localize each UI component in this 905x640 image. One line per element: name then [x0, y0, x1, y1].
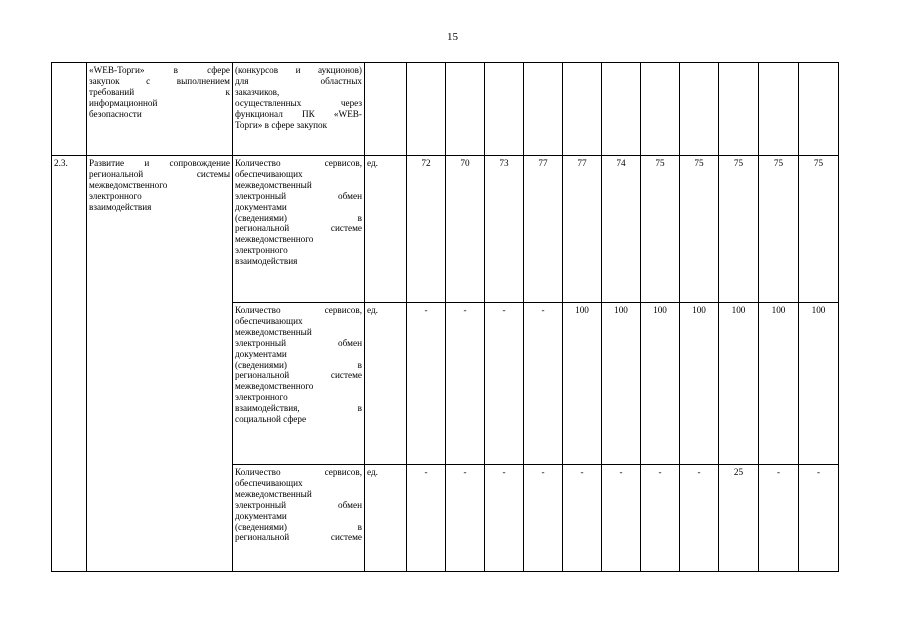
value-cell: 25 [719, 465, 759, 572]
table-row [52, 156, 839, 303]
value-cell: 100 [719, 303, 759, 465]
value-cell: 74 [602, 156, 641, 303]
indicator-line: межведомственного [235, 381, 314, 392]
indicator-line: обеспечивающих [235, 315, 303, 326]
event-name-cell [87, 156, 233, 572]
indicator-line: региональной системе [235, 223, 362, 234]
value-cell [602, 63, 641, 156]
indicator-cell [233, 303, 365, 465]
indicator-line: электронного [235, 245, 288, 256]
indicator-line: обеспечивающих [235, 477, 303, 488]
indicator-line: взаимодействия, в [235, 403, 362, 414]
value-cell: 77 [563, 156, 602, 303]
indicator-line: документами [235, 201, 287, 212]
value-cell: - [602, 465, 641, 572]
value-cell: 75 [759, 156, 799, 303]
event-name-line: Развитие и сопровождение [89, 158, 230, 168]
indicator-line: электронный обмен [235, 337, 362, 348]
value-cell: 75 [680, 156, 719, 303]
indicator-line: региональной системе [235, 532, 362, 543]
indicator-line: региональной системе [235, 370, 362, 381]
unit-cell: ед. [365, 303, 407, 465]
value-cell [759, 63, 799, 156]
value-cell: - [799, 465, 839, 572]
event-name-line: региональной системы [89, 168, 230, 179]
indicator-cell [233, 465, 365, 572]
value-cell: 100 [602, 303, 641, 465]
indicator-line: взаимодействия [235, 256, 298, 267]
value-cell: 75 [641, 156, 680, 303]
value-cell: 70 [446, 156, 485, 303]
indicators-table [51, 62, 839, 572]
indicator-line: электронного [235, 392, 288, 403]
indicator-line: Количество сервисов, [235, 467, 362, 477]
event-name-line: информационной [89, 97, 158, 108]
value-cell: - [524, 465, 563, 572]
event-name-line: «WEB-Торги» в сфере [89, 65, 230, 75]
value-cell: 72 [407, 156, 446, 303]
value-cell [641, 63, 680, 156]
value-cell: 100 [563, 303, 602, 465]
value-cell: - [563, 465, 602, 572]
indicator-line: для областных [235, 75, 362, 86]
value-cell: 75 [719, 156, 759, 303]
indicator-line: осуществленных через [235, 97, 362, 108]
unit-cell: ед. [365, 156, 407, 303]
value-cell: 100 [680, 303, 719, 465]
value-cell: 100 [641, 303, 680, 465]
value-cell [799, 63, 839, 156]
indicator-line: межведомственного [235, 234, 314, 245]
value-cell: - [446, 303, 485, 465]
indicator-line: межведомственный [235, 488, 312, 499]
value-cell: 100 [799, 303, 839, 465]
value-cell [563, 63, 602, 156]
event-name-cell [87, 63, 233, 156]
indicator-line: (сведениями) в [235, 521, 362, 532]
indicator-line: социальной сфере [235, 414, 307, 425]
value-cell: - [485, 465, 524, 572]
value-cell: - [759, 465, 799, 572]
event-name-line: взаимодействия [89, 201, 152, 212]
value-cell: 75 [799, 156, 839, 303]
indicator-line: Количество сервисов, [235, 158, 362, 168]
value-cell: 73 [485, 156, 524, 303]
row-number-cell [52, 63, 87, 156]
value-cell: - [641, 465, 680, 572]
indicator-line: Количество сервисов, [235, 305, 362, 315]
indicator-line: обеспечивающих [235, 168, 303, 179]
event-name-line: закупок с выполнением [89, 75, 230, 86]
value-cell: - [524, 303, 563, 465]
indicator-line: функционал ПК «WEB- [235, 108, 362, 119]
event-name-line: межведомственного [89, 179, 168, 190]
table-row [52, 63, 839, 156]
indicator-line: межведомственный [235, 179, 312, 190]
value-cell: 100 [759, 303, 799, 465]
indicator-line: (сведениями) в [235, 359, 362, 370]
value-cell [680, 63, 719, 156]
indicator-line: заказчиков, [235, 86, 280, 97]
indicator-cell [233, 63, 365, 156]
indicator-line: (сведениями) в [235, 212, 362, 223]
indicator-cell [233, 156, 365, 303]
indicator-line: электронный обмен [235, 499, 362, 510]
value-cell: 77 [524, 156, 563, 303]
value-cell: - [407, 303, 446, 465]
indicator-line: документами [235, 510, 287, 521]
event-name-line: требований к [89, 86, 230, 97]
value-cell [407, 63, 446, 156]
value-cell: - [446, 465, 485, 572]
event-name-line: электронного [89, 190, 142, 201]
value-cell: - [407, 465, 446, 572]
indicator-line: (конкурсов и аукционов) [235, 65, 362, 75]
value-cell [485, 63, 524, 156]
page-number: 15 [447, 31, 458, 43]
unit-cell [365, 63, 407, 156]
indicator-line: Торги» в сфере закупок [235, 119, 328, 130]
event-name-line: безопасности [89, 108, 142, 119]
value-cell: - [680, 465, 719, 572]
value-cell [524, 63, 563, 156]
indicator-line: документами [235, 348, 287, 359]
unit-cell: ед. [365, 465, 407, 572]
value-cell [446, 63, 485, 156]
value-cell [719, 63, 759, 156]
row-number-cell: 2.3. [52, 156, 87, 572]
value-cell: - [485, 303, 524, 465]
indicator-line: электронный обмен [235, 190, 362, 201]
indicator-line: межведомственный [235, 326, 312, 337]
